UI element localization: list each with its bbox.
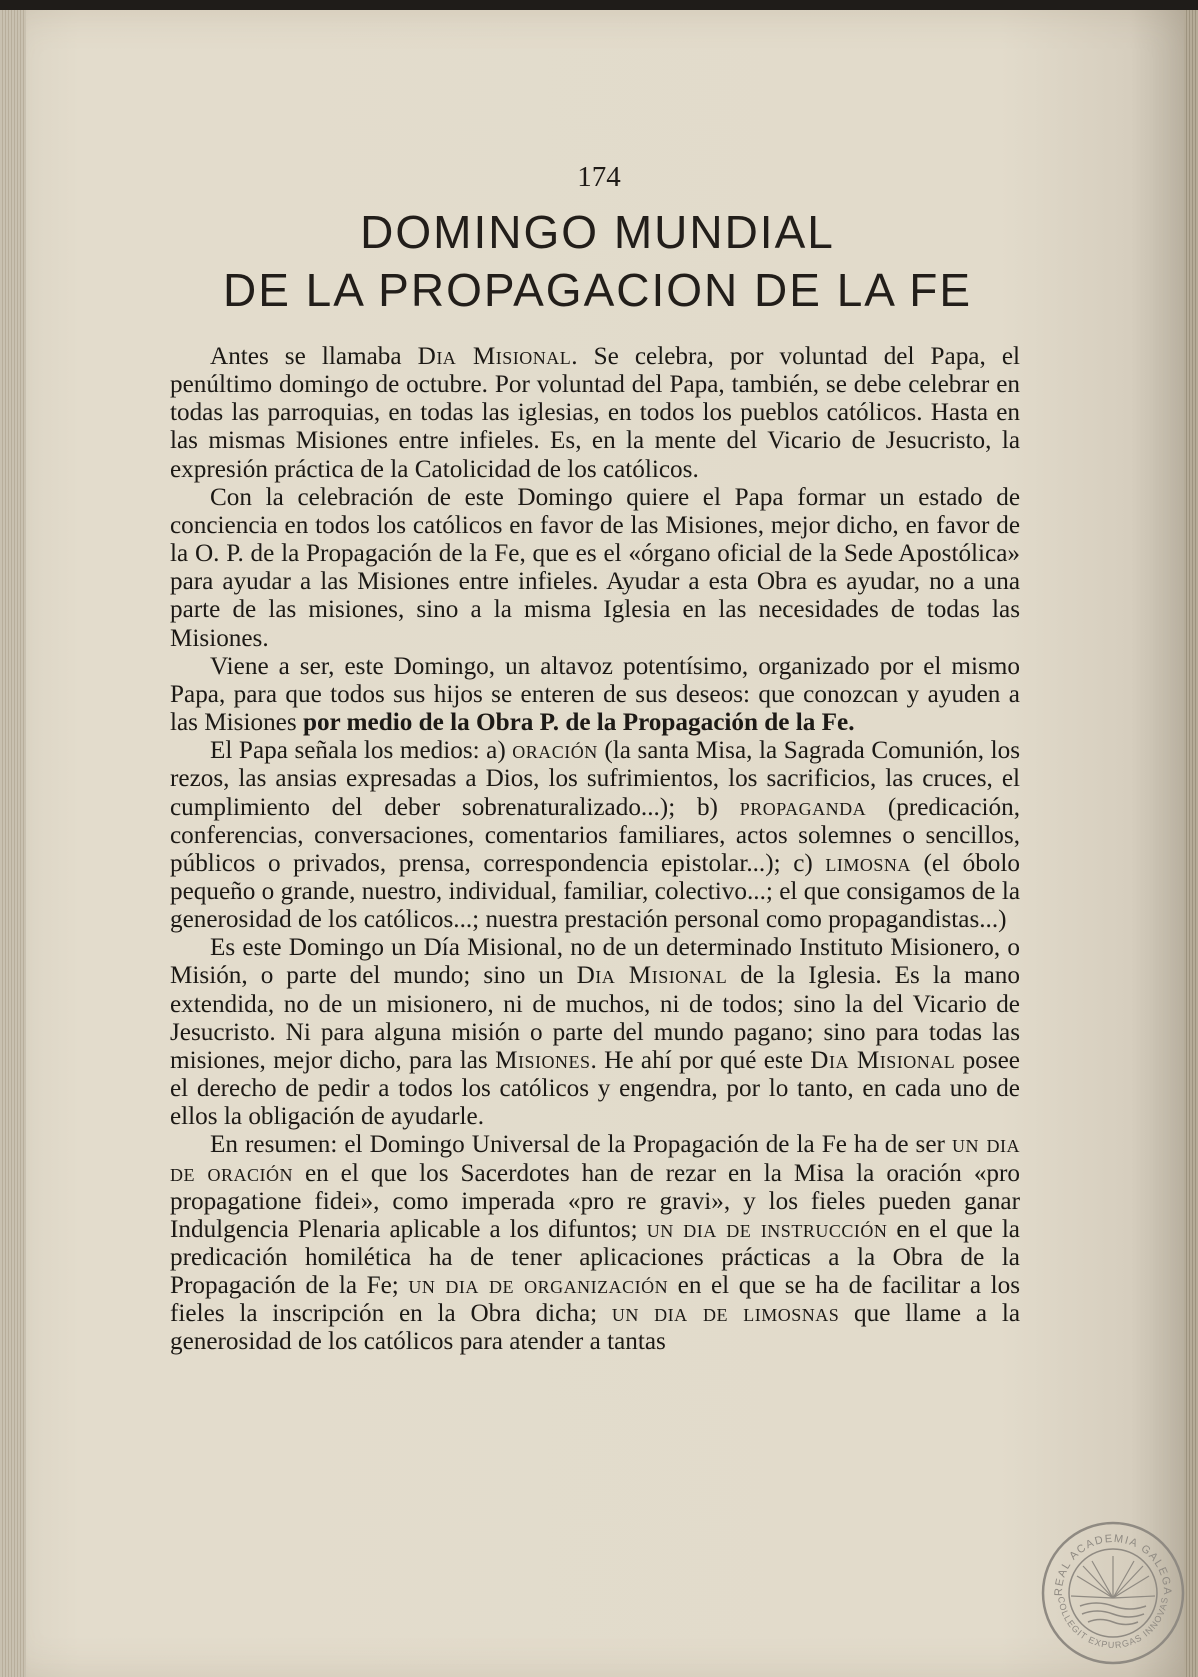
small-caps-term: un dia de limosnas (611, 1300, 840, 1328)
text-run: (la santa Misa, la Sagrada Comunión, los rezos, las ansias expresadas a Dios, los sufrimientos, los sacrificios, las cruces, el cumplimiento del deber sobrenaturalizado...); b) (170, 737, 1020, 821)
small-caps-term: Dia Misional (417, 343, 572, 370)
small-caps-term: Dia Misional (576, 962, 728, 990)
text-run: que llame a la generosidad de los católicos para atender a tantas (170, 1300, 1021, 1356)
title-line-2: DE LA PROPAGACION DE LA FE (222, 264, 973, 316)
text-run: Es este Domingo un Día Misional, no de un determinado Instituto Misionero, o Misión, o parte del mundo; sino un (170, 934, 1020, 990)
small-caps-term: un dia de oración (170, 1131, 1020, 1187)
small-caps-term: un dia de organización (408, 1272, 669, 1300)
small-caps-term: propaganda (739, 793, 867, 821)
text-run: en el que la predicación homilética ha de tener aplicaciones prácticas a la Obra de la Propagación de la Fe; (170, 1215, 1020, 1300)
paragraph-5 (170, 934, 1020, 1131)
paragraph-1 (170, 343, 1020, 484)
seal-bottom-text: COLLEGIT EXPURGAS INNOVAS (1056, 1595, 1170, 1651)
text-run: En resumen: el Domingo Universal de la Propagación de la Fe ha de ser (210, 1131, 952, 1159)
small-caps-term: Misiones (495, 1046, 591, 1074)
text-run: . He ahí por qué este (590, 1046, 811, 1074)
paragraph-6 (170, 1131, 1020, 1356)
text-run: . Se celebra, por voluntad del Papa, el penúltimo domingo de octubre. Por voluntad del Papa, también, se debe celebrar en todas las parroquias, en todas las iglesias, en todos los pueblos católicos. Hasta en las mismas Misiones entre infieles. Es, en la mente del Vicario de Jesucristo, la expresión práctica de la Catolicidad de los católicos. (170, 343, 1021, 483)
paragraph-2 (170, 484, 1020, 653)
small-caps-term: oración (512, 737, 598, 765)
text-run: (predicación, conferencias, conversaciones, comentarios familiares, actos solemnes o sencillos, públicos o privados, prensa, correspondencia epistolar...); c) (170, 793, 1020, 877)
text-run: de la Iglesia. Es la mano extendida, no de un misionero, ni de muchos, ni de todos; sino la del Vicario de Jesucristo. Ni para alguna misión o parte del mundo pagano; sino para todas las misiones, mejor dicho, para las (170, 962, 1020, 1074)
page-stack-right (1184, 10, 1198, 1677)
text-run: El Papa señala los medios: a) (210, 737, 513, 765)
paragraph-4 (170, 737, 1020, 934)
text-run: en el que se ha de facilitar a los fieles la inscripción en la Obra dicha; (170, 1272, 1020, 1328)
text-run: (el óbolo pequeño o grande, nuestro, individual, familiar, colectivo...; el que consigamos de la generosidad de los católicos...; nuestra prestación personal como propagandistas...) (170, 849, 1020, 934)
title-line-1: DOMINGO MUNDIAL (360, 206, 835, 258)
small-caps-term: un dia de instrucción (646, 1215, 888, 1243)
seal-top-text: REAL ACADEMIA GALEGA (1052, 1532, 1174, 1597)
bold-phrase: por medio de la Obra P. de la Propagación de la Fe. (302, 709, 855, 737)
page-stack-left (0, 10, 26, 1677)
text-run: Viene a ser, este Domingo, un altavoz potentísimo, organizado por el mismo Papa, para que todos sus hijos se enteren de sus deseos: que conozcan y ayuden a las Misiones (170, 652, 1020, 737)
text-run: Con la celebración de este Domingo quiere el Papa formar un estado de conciencia en todos los católicos en favor de las Misiones, mejor dicho, en favor de la O. P. de la Propagación de la Fe, que es el «órgano oficial de la Sede Apostólica» para ayudar a las Misiones entre infieles. Ayudar a esta Obra es ayudar, no a una parte de las misiones, sino a la misma Iglesia en las necesidades de todas las Misiones. (170, 483, 1020, 652)
body-text (170, 343, 1020, 1357)
text-run: en el que los Sacerdotes han de rezar en la Misa la oración «pro propagatione fidei», como imperada «pro re gravi», y los fieles pueden ganar Indulgencia Plenaria aplicable a los difuntos; (170, 1159, 1020, 1243)
text-run: Antes se llamaba (210, 343, 418, 370)
small-caps-term: Dia Misional (810, 1046, 956, 1074)
seal-waves-icon (1080, 1603, 1146, 1625)
academy-seal-stamp (1040, 1520, 1186, 1666)
page-number: 174 (577, 161, 621, 193)
small-caps-term: limosna (825, 849, 911, 877)
paragraph-3 (170, 653, 1020, 737)
text-run: posee el derecho de pedir a todos los católicos y engendra, por lo tanto, en cada uno de ellos la obligación de ayudarle. (170, 1046, 1020, 1131)
seal-sunburst-icon (1071, 1556, 1155, 1598)
